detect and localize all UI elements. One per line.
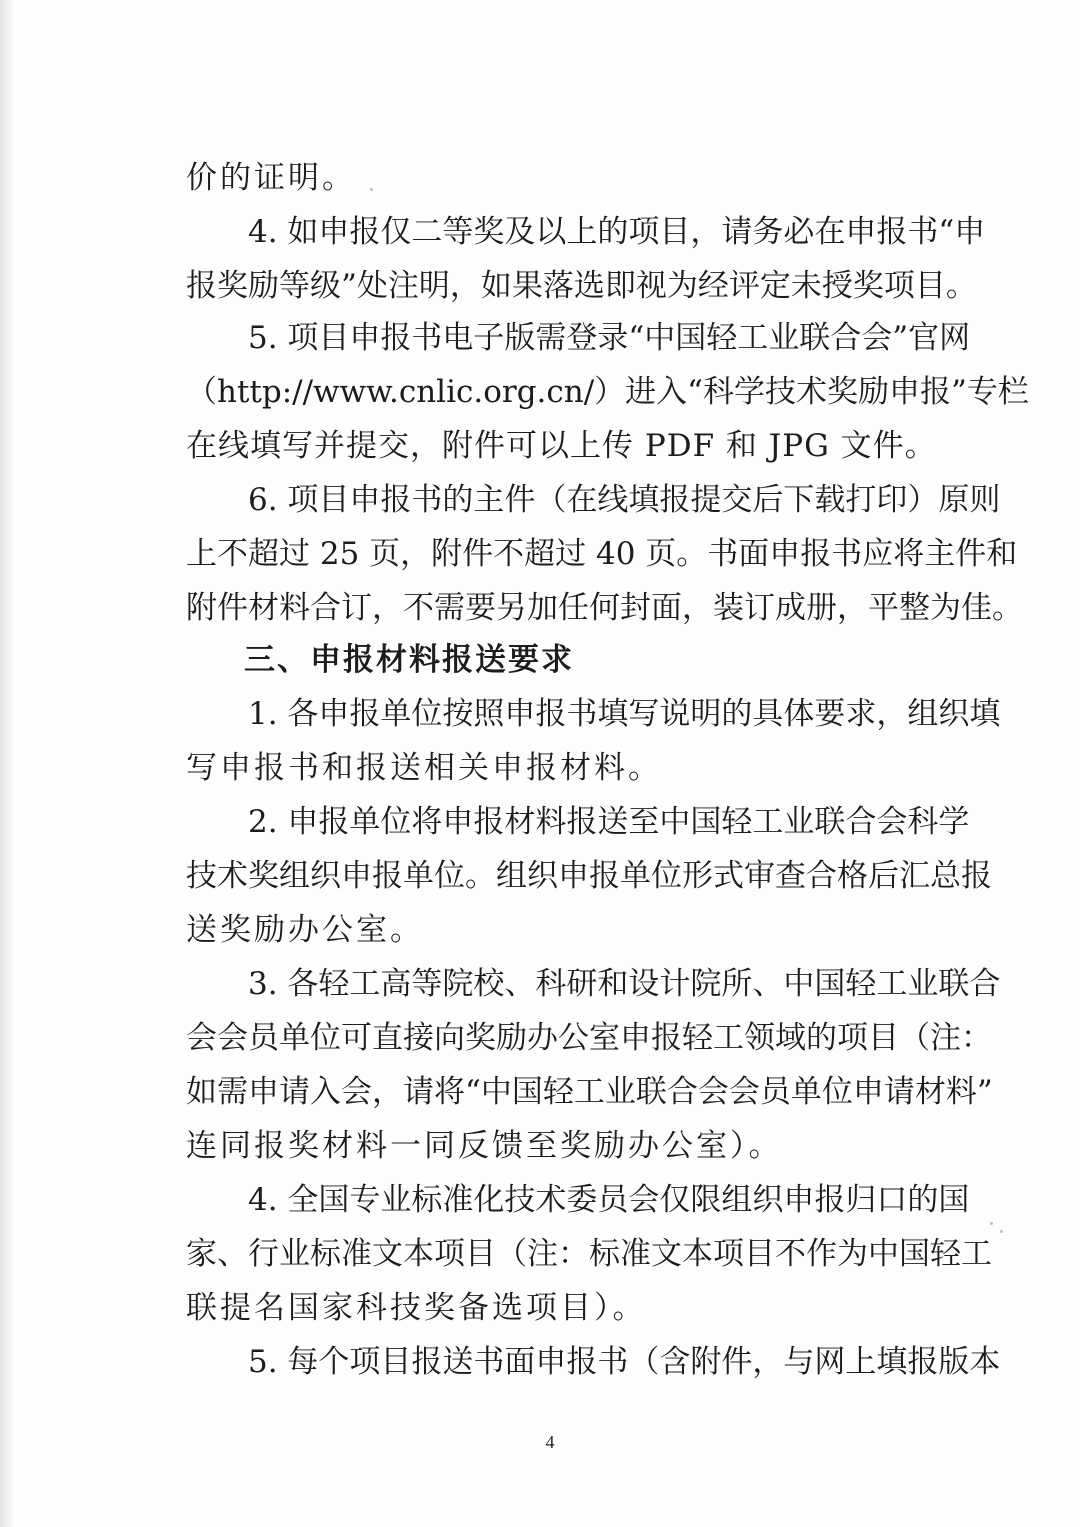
scan-speck xyxy=(1000,1230,1003,1233)
body-line: 1. 各申报单位按照申报书填写说明的具体要求，组织填 xyxy=(248,696,1001,732)
body-line: 价的证明。 xyxy=(186,160,356,196)
body-line: 上不超过 25 页，附件不超过 40 页。书面申报书应将主件和 xyxy=(186,536,1018,572)
body-line: 附件材料合订，不需要另加任何封面，装订成册，平整为佳。 xyxy=(186,590,1023,626)
body-line: 联提名国家科技奖备选项目）。 xyxy=(186,1290,647,1326)
body-line: 6. 项目申报书的主件（在线填报提交后下载打印）原则 xyxy=(248,482,1001,518)
body-line: 报奖励等级”处注明，如果落选即视为经评定未授奖项目。 xyxy=(186,268,977,304)
scan-speck xyxy=(990,1222,993,1225)
body-line: 技术奖组织申报单位。组织申报单位形式审查合格后汇总报 xyxy=(186,858,992,894)
page-number: 4 xyxy=(545,1432,555,1452)
body-line: 在线填写并提交，附件可以上传 PDF 和 JPG 文件。 xyxy=(186,428,937,464)
body-line: 5. 项目申报书电子版需登录“中国轻工业联合会”官网 xyxy=(248,320,971,356)
body-line: 连同报奖材料一同反馈至奖励办公室）。 xyxy=(186,1128,783,1164)
scan-speck xyxy=(370,188,373,191)
body-line: 写申报书和报送相关申报材料。 xyxy=(186,750,662,786)
body-line: 会会员单位可直接向奖励办公室申报轻工领域的项目（注： xyxy=(186,1020,992,1056)
body-line: 如需申请入会，请将“中国轻工业联合会会员单位申请材料” xyxy=(186,1074,993,1110)
body-line: 3. 各轻工高等院校、科研和设计院所、中国轻工业联合 xyxy=(248,966,1001,1002)
body-line: 送奖励办公室。 xyxy=(186,912,424,948)
body-line: 4. 如申报仅二等奖及以上的项目，请务必在申报书“申 xyxy=(248,214,986,250)
scan-edge-shadow xyxy=(0,0,14,1527)
body-line: （http://www.cnlic.org.cn/）进入“科学技术奖励申报”专栏 xyxy=(186,374,1029,410)
section-heading: 三、申报材料报送要求 xyxy=(244,642,574,678)
body-line: 5. 每个项目报送书面申报书（含附件，与网上填报版本 xyxy=(248,1344,1001,1380)
body-line: 4. 全国专业标准化技术委员会仅限组织申报归口的国 xyxy=(248,1182,970,1218)
body-line: 家、行业标准文本项目（注：标准文本项目不作为中国轻工 xyxy=(186,1236,992,1272)
body-line: 2. 申报单位将申报材料报送至中国轻工业联合会科学 xyxy=(248,804,970,840)
